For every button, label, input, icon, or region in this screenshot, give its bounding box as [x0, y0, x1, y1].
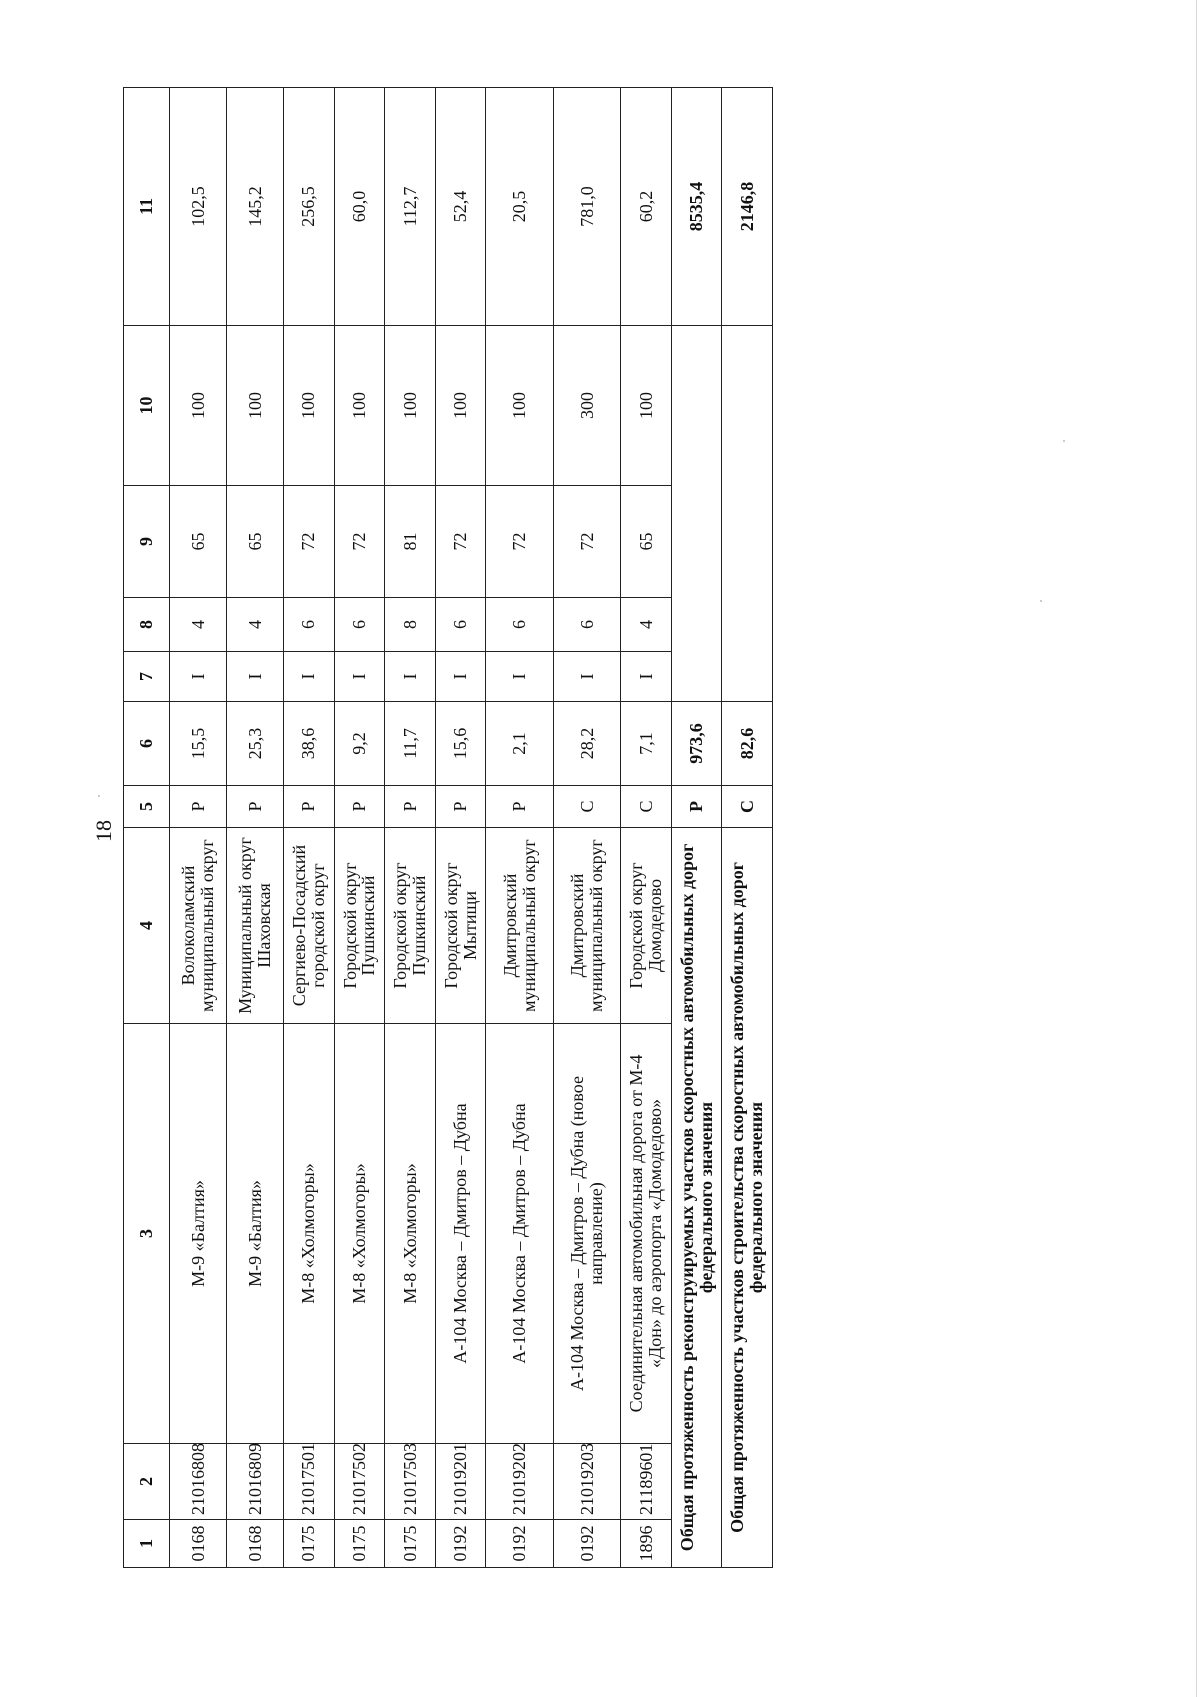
table-cell-col-11: 145,2	[227, 88, 284, 326]
table-cell-col-5: С	[553, 786, 620, 828]
table-row	[435, 88, 486, 1568]
table-cell-col-4: Дмитровский муниципальный округ	[553, 828, 620, 1024]
table-cell-col-2: 21017502	[334, 1444, 385, 1520]
total-length: 82,6	[722, 702, 773, 786]
table-cell-col-2: 21019201	[435, 1444, 486, 1520]
table-cell-col-1: 0168	[170, 1520, 227, 1568]
table-cell-col-10: 100	[621, 326, 672, 486]
table-cell-col-9: 65	[170, 486, 227, 598]
table-cell-col-10: 100	[486, 326, 553, 486]
table-cell-col-5: Р	[334, 786, 385, 828]
table-cell-col-4: Волоколамский муниципальный округ	[170, 828, 227, 1024]
table-cell-col-1: 1896	[621, 1520, 672, 1568]
table-row	[553, 88, 620, 1568]
table-cell-col-7: I	[227, 652, 284, 702]
table-cell-col-11: 781,0	[553, 88, 620, 326]
header-cell: 8	[124, 598, 170, 652]
table-cell-col-8: 6	[435, 598, 486, 652]
table-cell-col-10: 100	[227, 326, 284, 486]
table-cell-col-10: 100	[170, 326, 227, 486]
table-cell-col-5: С	[621, 786, 672, 828]
table-cell-col-4: Дмитровский муниципальный округ	[486, 828, 553, 1024]
total-value: 2146,8	[722, 88, 773, 326]
table-cell-col-4: Городской округ Мытищи	[435, 828, 486, 1024]
total-label: Общая протяженность участков строительства скоростных автомобильных дорог федерального значения	[722, 828, 773, 1568]
scan-speck	[1063, 440, 1065, 442]
header-cell: 3	[124, 1024, 170, 1444]
table-cell-col-2: 21016808	[170, 1444, 227, 1520]
table-cell-col-5: Р	[435, 786, 486, 828]
table-cell-col-8: 4	[170, 598, 227, 652]
table-cell-col-2: 21189601	[621, 1444, 672, 1520]
total-length: 973,6	[671, 702, 722, 786]
table-cell-col-6: 11,7	[385, 702, 436, 786]
table-row	[227, 88, 284, 1568]
table-cell-col-3: Соединительная автомобильная дорога от М-4 «Дон» до аэропорта «Домодедово»	[621, 1024, 672, 1444]
table-cell-col-6: 2,1	[486, 702, 553, 786]
total-row	[722, 88, 773, 1568]
table-cell-col-8: 6	[486, 598, 553, 652]
table-cell-col-6: 15,5	[170, 702, 227, 786]
table-cell-col-9: 72	[553, 486, 620, 598]
table-row	[170, 88, 227, 1568]
table-cell-col-3: А-104 Москва – Дмитров – Дубна (новое направление)	[553, 1024, 620, 1444]
table-cell-col-11: 52,4	[435, 88, 486, 326]
table-cell-col-3: А-104 Москва – Дмитров – Дубна	[435, 1024, 486, 1444]
page-number: 18	[91, 820, 116, 842]
scan-speck	[1040, 600, 1042, 602]
total-empty	[722, 326, 773, 702]
header-cell: 5	[124, 786, 170, 828]
table-cell-col-10: 100	[385, 326, 436, 486]
table-cell-col-10: 100	[334, 326, 385, 486]
header-cell: 1	[124, 1520, 170, 1568]
scan-speck	[98, 795, 100, 797]
total-row	[671, 88, 722, 1568]
table-cell-col-3: М-8 «Холмогоры»	[334, 1024, 385, 1444]
table-cell-col-5: Р	[170, 786, 227, 828]
header-cell: 11	[124, 88, 170, 326]
table-cell-col-2: 21019202	[486, 1444, 553, 1520]
table-cell-col-10: 100	[435, 326, 486, 486]
table-cell-col-1: 0168	[227, 1520, 284, 1568]
table-cell-col-5: Р	[385, 786, 436, 828]
table-cell-col-8: 6	[553, 598, 620, 652]
total-value: 8535,4	[671, 88, 722, 326]
table-cell-col-2: 21019203	[553, 1444, 620, 1520]
table-cell-col-6: 9,2	[334, 702, 385, 786]
table-cell-col-5: Р	[227, 786, 284, 828]
table-cell-col-3: М-9 «Балтия»	[227, 1024, 284, 1444]
table-row	[284, 88, 335, 1568]
table-cell-col-8: 8	[385, 598, 436, 652]
table-cell-col-9: 72	[486, 486, 553, 598]
total-empty	[671, 326, 722, 702]
road-sections-table	[123, 87, 773, 1568]
table-cell-col-3: М-8 «Холмогоры»	[385, 1024, 436, 1444]
table-cell-col-2: 21016809	[227, 1444, 284, 1520]
table-row	[486, 88, 553, 1568]
header-cell: 9	[124, 486, 170, 598]
total-type: С	[722, 786, 773, 828]
table-cell-col-11: 60,0	[334, 88, 385, 326]
table-cell-col-11: 60,2	[621, 88, 672, 326]
table-cell-col-7: I	[621, 652, 672, 702]
table-cell-col-7: I	[334, 652, 385, 702]
table-cell-col-9: 65	[227, 486, 284, 598]
table-cell-col-11: 256,5	[284, 88, 335, 326]
table-cell-col-3: М-8 «Холмогоры»	[284, 1024, 335, 1444]
table-cell-col-11: 102,5	[170, 88, 227, 326]
header-cell: 7	[124, 652, 170, 702]
rotated-table-container	[123, 88, 773, 1568]
header-cell: 6	[124, 702, 170, 786]
table-cell-col-6: 38,6	[284, 702, 335, 786]
total-label: Общая протяженность реконструируемых участков скоростных автомобильных дорог федерального значения	[671, 828, 722, 1568]
table-cell-col-7: I	[486, 652, 553, 702]
table-cell-col-4: Городской округ Пушкинский	[385, 828, 436, 1024]
table-cell-col-9: 72	[435, 486, 486, 598]
total-type: Р	[671, 786, 722, 828]
table-cell-col-7: I	[170, 652, 227, 702]
table-cell-col-4: Муниципальный округ Шаховская	[227, 828, 284, 1024]
table-cell-col-8: 6	[284, 598, 335, 652]
table-row	[385, 88, 436, 1568]
table-cell-col-10: 300	[553, 326, 620, 486]
table-cell-col-5: Р	[284, 786, 335, 828]
table-cell-col-6: 7,1	[621, 702, 672, 786]
table-cell-col-9: 72	[284, 486, 335, 598]
table-cell-col-7: I	[435, 652, 486, 702]
table-cell-col-9: 72	[334, 486, 385, 598]
table-cell-col-11: 112,7	[385, 88, 436, 326]
table-cell-col-1: 0192	[486, 1520, 553, 1568]
table-cell-col-8: 6	[334, 598, 385, 652]
table-cell-col-9: 81	[385, 486, 436, 598]
table-cell-col-2: 21017501	[284, 1444, 335, 1520]
table-cell-col-7: I	[553, 652, 620, 702]
table-row	[334, 88, 385, 1568]
table-cell-col-11: 20,5	[486, 88, 553, 326]
table-header-row	[124, 88, 170, 1568]
table-cell-col-1: 0192	[435, 1520, 486, 1568]
table-cell-col-4: Городской округ Домодедово	[621, 828, 672, 1024]
table-cell-col-7: I	[385, 652, 436, 702]
scan-edge-line	[1196, 0, 1197, 1697]
table-cell-col-8: 4	[227, 598, 284, 652]
table-cell-col-4: Городской округ Пушкинский	[334, 828, 385, 1024]
table-cell-col-2: 21017503	[385, 1444, 436, 1520]
header-cell: 10	[124, 326, 170, 486]
table-cell-col-7: I	[284, 652, 335, 702]
table-cell-col-1: 0175	[284, 1520, 335, 1568]
table-cell-col-6: 25,3	[227, 702, 284, 786]
header-cell: 2	[124, 1444, 170, 1520]
table-cell-col-6: 28,2	[553, 702, 620, 786]
table-cell-col-4: Сергиево-Посадский городской округ	[284, 828, 335, 1024]
header-cell: 4	[124, 828, 170, 1024]
table-cell-col-1: 0175	[385, 1520, 436, 1568]
table-cell-col-10: 100	[284, 326, 335, 486]
table-cell-col-3: М-9 «Балтия»	[170, 1024, 227, 1444]
table-cell-col-1: 0192	[553, 1520, 620, 1568]
table-cell-col-5: Р	[486, 786, 553, 828]
table-cell-col-8: 4	[621, 598, 672, 652]
table-cell-col-3: А-104 Москва – Дмитров – Дубна	[486, 1024, 553, 1444]
table-cell-col-1: 0175	[334, 1520, 385, 1568]
table-cell-col-6: 15,6	[435, 702, 486, 786]
table-cell-col-9: 65	[621, 486, 672, 598]
table-row	[621, 88, 672, 1568]
